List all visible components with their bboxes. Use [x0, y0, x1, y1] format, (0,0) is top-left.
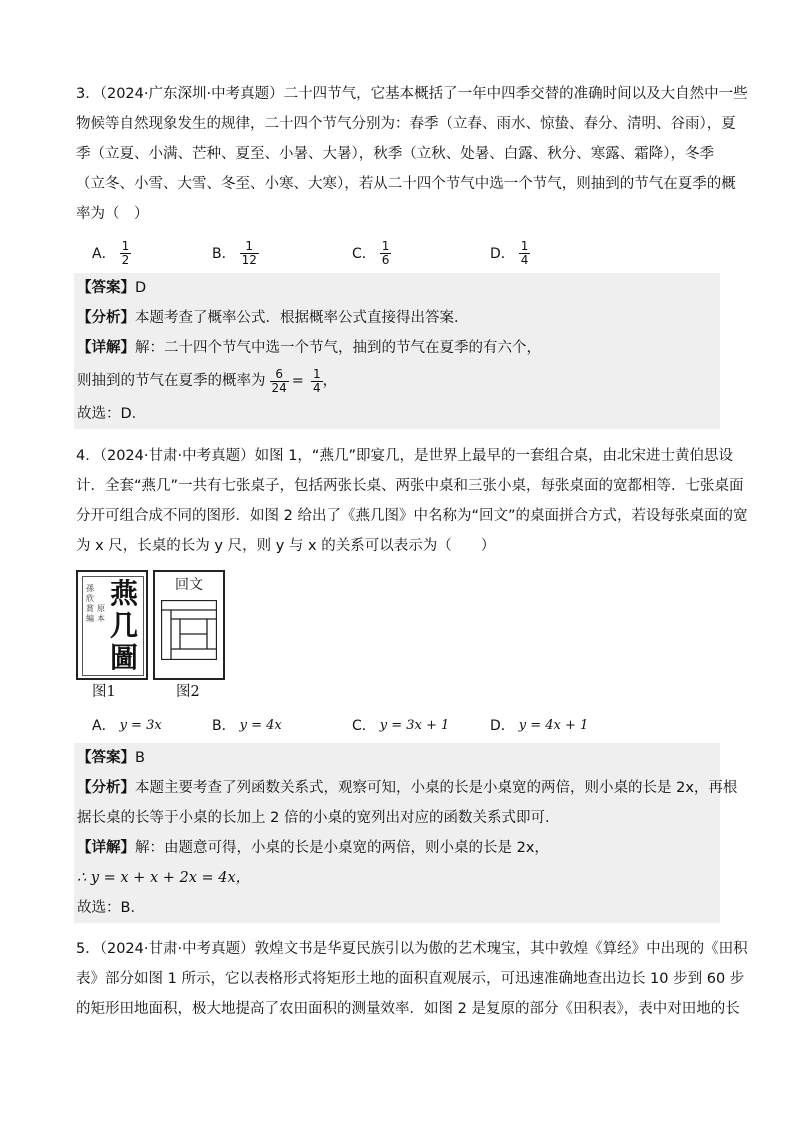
option-c[interactable] — [352, 708, 449, 742]
figure-2-caption: 图2 — [176, 684, 200, 700]
option-c[interactable] — [352, 236, 391, 270]
answer-row — [74, 743, 720, 773]
answer-value: D — [135, 280, 147, 296]
analysis-label: 【分析】 — [77, 780, 135, 796]
option-letter: A． — [92, 718, 116, 734]
option-letter: B． — [212, 718, 236, 734]
analysis-text: 本题考查了概率公式．根据概率公式直接得出答案． — [135, 310, 469, 326]
question-4-text — [76, 441, 748, 561]
option-letter: C． — [352, 718, 376, 734]
question-3-line: （立冬、小雪、大雪、冬至、小寒、大寒），若从二十四个节气中选一个节气，则抽到的节气在夏季的概 — [76, 176, 736, 192]
option-d[interactable] — [490, 236, 530, 270]
analysis-row — [74, 773, 738, 803]
question-3-line: 3．（2024·广东深圳·中考真题）二十四节气，它基本概括了一年中四季交替的准确时间以及大自然中一些 — [76, 86, 748, 102]
answer-row — [74, 273, 720, 303]
option-b[interactable] — [212, 236, 259, 270]
analysis-row: 据长桌的长等于小桌的长加上 2 倍的小桌的宽列出对应的函数关系式即可． — [77, 810, 560, 826]
answer-label: 【答案】 — [77, 750, 135, 766]
option-fraction — [120, 240, 132, 267]
detail-formula-row — [74, 863, 720, 893]
numerator: 1 — [381, 238, 390, 253]
formula-fraction — [270, 368, 289, 395]
option-letter: D． — [490, 718, 515, 734]
option-letter: C． — [352, 246, 376, 262]
detail-label: 【详解】 — [77, 340, 135, 356]
equals-sign: = — [291, 373, 304, 389]
question-3-line: 物候等自然现象发生的规律，二十四个节气分别为：春季（立春、雨水、惊蛰、春分、清明、谷雨），夏 — [76, 116, 736, 132]
formula-fraction — [311, 368, 323, 395]
option-letter: B． — [212, 246, 236, 262]
figure-1-title-char: 几 — [110, 609, 139, 642]
detail-text: 则抽到的节气在夏季的概率为 — [77, 373, 266, 389]
analysis-text: 本题主要考查了列函数关系式，观察可知，小桌的长是小桌宽的两倍，则小桌的长是 2x，再根 — [135, 780, 738, 796]
option-expression: y = 3x + 1 — [379, 717, 450, 733]
option-fraction — [240, 240, 259, 267]
denominator: 6 — [381, 252, 390, 267]
denominator: 12 — [241, 252, 257, 267]
figure-1-small-text: 原本 — [97, 604, 105, 623]
question-4-line: 分开可组合成不同的图形．如图 2 给出了《燕几图》中名称为“回文”的桌面拼合方式，若设每张桌面的宽 — [76, 508, 748, 524]
choose-row: 故选：B． — [77, 900, 145, 916]
detail-text: 解：二十四个节气中选一个节气，抽到的节气在夏季的有六个， — [135, 340, 541, 356]
numerator: 6 — [275, 366, 283, 381]
option-fraction — [380, 240, 392, 267]
option-a[interactable] — [92, 708, 162, 742]
option-expression: y = 4x + 1 — [518, 717, 589, 733]
question-4-options — [92, 708, 712, 742]
detail-row — [74, 833, 720, 863]
question-4-answer-box — [74, 743, 738, 923]
analysis-label: 【分析】 — [77, 310, 135, 326]
question-3-options — [92, 236, 712, 270]
detail-text: 解：由题意可得，小桌的长是小桌宽的两倍，则小桌的长是 2x， — [135, 840, 549, 856]
figure-2-huiwen — [153, 570, 225, 680]
figure-1-caption: 图1 — [92, 684, 116, 700]
denominator: 4 — [520, 252, 529, 267]
question-5-line: 5．（2024·甘肃·中考真题）敦煌文书是华夏民族引以为傲的艺术瑰宝，其中敦煌《算经》中出现的《田积 — [76, 941, 748, 957]
detail-row — [74, 333, 720, 363]
detail-formula: ∴ y = x + x + 2x = 4x， — [77, 870, 251, 886]
question-3-answer-box — [74, 273, 720, 429]
detail-text: ， — [322, 373, 338, 389]
answer-value: B — [135, 750, 145, 766]
analysis-row — [74, 303, 720, 333]
figure-1-title-char: 圖 — [110, 641, 139, 674]
option-letter: A． — [92, 246, 116, 262]
figure-2-table-layout — [161, 600, 217, 660]
numerator: 1 — [312, 366, 321, 381]
option-expression: y = 4x — [239, 717, 282, 733]
question-5-text — [76, 934, 748, 1024]
question-3-text — [76, 79, 748, 229]
question-3-line: 季（立夏、小满、芒种、夏至、小暑、大暑），秋季（立秋、处暑、白露、秋分、寒露、霜降），冬季 — [76, 146, 714, 162]
question-5-line: 的矩形田地面积，极大地提高了农田面积的测量效率．如图 2 是复原的部分《田积表》，表中对田地的长 — [76, 1001, 740, 1017]
option-letter: D． — [490, 246, 515, 262]
question-4-line: 计．全套“燕几”一共有七张桌子，包括两张长桌、两张中桌和三张小桌，每张桌面的宽都相等．七张桌面 — [76, 478, 744, 494]
denominator: 4 — [312, 380, 321, 395]
denominator: 2 — [121, 252, 130, 267]
detail-label: 【详解】 — [77, 840, 135, 856]
detail-formula-row — [74, 363, 720, 399]
figure-1-scroll — [76, 570, 148, 680]
question-4-line: 4．（2024·甘肃·中考真题）如图 1，“燕几”即宴几，是世界上最早的一套组合桌，由北宋进士黄伯思设 — [76, 448, 733, 464]
option-a[interactable] — [92, 236, 131, 270]
numerator: 1 — [520, 238, 529, 253]
answer-label: 【答案】 — [77, 280, 135, 296]
figure-1-title-char: 燕 — [110, 577, 139, 610]
option-b[interactable] — [212, 708, 282, 742]
numerator: 1 — [245, 238, 254, 253]
option-fraction — [519, 240, 531, 267]
figure-2-title: 回文 — [175, 577, 203, 593]
choose-row: 故选：D． — [77, 406, 147, 422]
numerator: 1 — [121, 238, 130, 253]
denominator: 24 — [271, 380, 287, 395]
figure-1-small-text: 孫欣賞編 — [86, 584, 94, 623]
question-5-line: 表》部分如图 1 所示，它以表格形式将矩形土地的面积直观展示，可迅速准确地查出边长 10 步到 60 步 — [76, 971, 745, 987]
question-3-line: 率为（ ） — [76, 206, 149, 222]
question-4-line: 为 x 尺，长桌的长为 y 尺，则 y 与 x 的关系可以表示为（ ） — [76, 538, 496, 554]
option-d[interactable] — [490, 708, 588, 742]
option-expression: y = 3x — [119, 717, 162, 733]
